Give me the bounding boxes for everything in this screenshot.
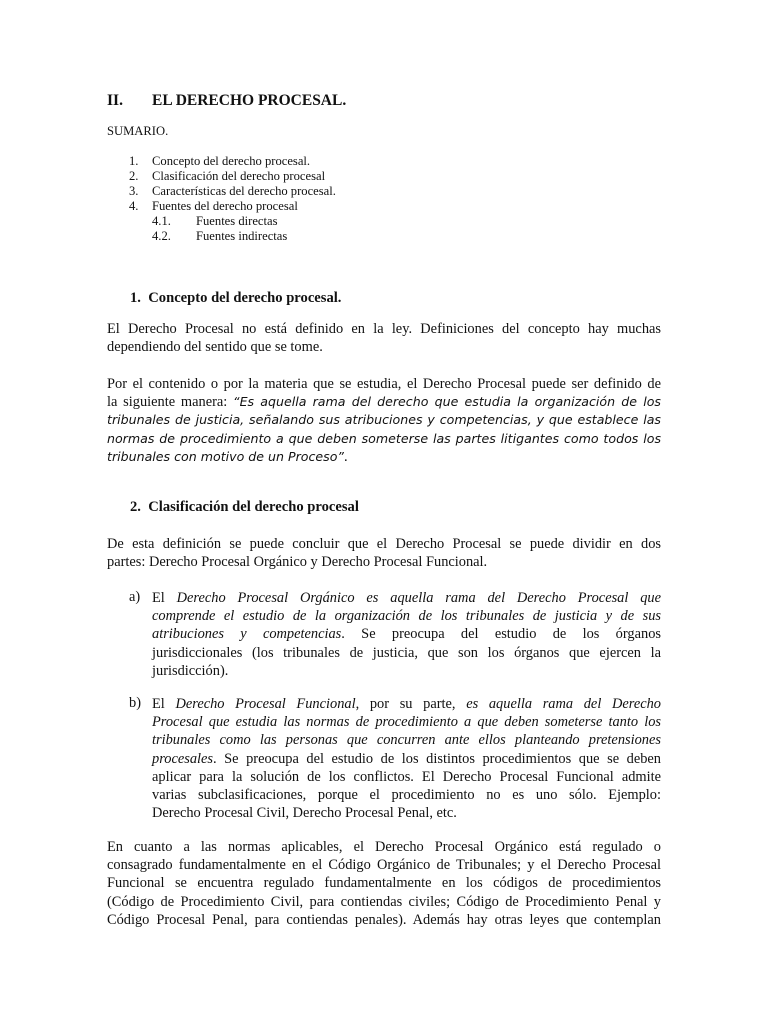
summary-item-number: 4. <box>129 199 139 213</box>
summary-subitem-text: Fuentes indirectas <box>196 229 288 243</box>
paragraph-line: Código Procesal Penal, para contiendas penales). Además hay otras leyes que contemplan <box>107 911 661 928</box>
paragraph-line: Funcional se encuentra regulado fundamentalmente en los códigos de procedimientos <box>107 875 661 892</box>
italic-text: Derecho Procesal Orgánico es aquella rama del Derecho Procesal que <box>176 590 661 606</box>
summary-item-text: Características del derecho procesal. <box>152 184 336 198</box>
plain-text: El <box>152 696 176 712</box>
quote-line: normas de procedimiento a que deben someterse las partes litigantes como todos los <box>107 430 661 446</box>
section-title: EL DERECHO PROCESAL. <box>152 92 347 109</box>
plain-text: , por su parte, <box>355 696 467 712</box>
paragraph-concept <box>107 375 661 466</box>
paragraph-line: aplicar para la solución de los conflictos. El Derecho Procesal Funcional admite <box>152 768 661 785</box>
paragraph-line-mixed <box>107 393 661 411</box>
paragraph-line-mixed <box>107 448 661 466</box>
paragraph-line: varias subclasificaciones, porque el procedimiento no es uno sólo. Ejemplo: <box>152 786 661 803</box>
summary-subitem-text: Fuentes directas <box>196 214 278 228</box>
paragraph-line: Por el contenido o por la materia que se estudia, el Derecho Procesal puede ser definido de <box>107 376 661 392</box>
paragraph-line: partes: Derecho Procesal Orgánico y Derecho Procesal Funcional. <box>107 554 488 571</box>
summary-item-text: Clasificación del derecho procesal <box>152 169 326 183</box>
italic-text: atribuciones y competencias <box>152 626 342 643</box>
paragraph-line: En cuanto a las normas aplicables, el Derecho Procesal Orgánico está regulado o <box>107 839 661 855</box>
paragraph-division <box>107 535 661 571</box>
summary-label: SUMARIO. <box>107 124 169 138</box>
list-marker-b: b) <box>129 695 141 711</box>
summary-item-text: Fuentes del derecho procesal <box>152 199 298 213</box>
list-item-a <box>152 589 661 680</box>
plain-text: . Se preocupa del estudio de los distintos procedimientos que se deben <box>213 750 661 767</box>
plain-text: . Se preocupa del estudio de los órganos <box>341 626 661 643</box>
italic-text: procesales <box>152 750 214 767</box>
quote-text: “Es aquella rama del derecho que estudia la organización de los <box>233 394 661 410</box>
quote-text: tribunales con motivo de un Proceso” <box>107 448 344 464</box>
summary-subitem-number: 4.2. <box>152 229 171 243</box>
paragraph-line: dependiendo del sentido que se tome. <box>107 339 323 356</box>
quote-line: tribunales de justicia, señalando sus atribuciones y competencias, y que establece las <box>107 412 661 428</box>
paragraph-line-mixed <box>152 625 661 643</box>
plain-text: El <box>152 590 177 606</box>
paragraph-line: De esta definición se puede concluir que el Derecho Procesal se puede dividir en dos <box>107 536 661 552</box>
intro-text: la siguiente manera: <box>107 394 234 411</box>
section-1-heading: 1. Concepto del derecho procesal. <box>130 290 342 306</box>
italic-text: es aquella rama del Derecho <box>466 696 661 712</box>
paragraph-line: El Derecho Procesal no está definido en la ley. Definiciones del concepto hay muchas <box>107 321 661 337</box>
paragraph-definition <box>107 320 661 356</box>
italic-text: Derecho Procesal Funcional <box>175 696 356 712</box>
paragraph-line: consagrado fundamentalmente en el Código Orgánico de Tribunales; y el Derecho Procesal <box>107 857 661 874</box>
paragraph-norms <box>107 838 661 929</box>
italic-line: comprende el estudio de la organización de los tribunales de justicia y de sus <box>152 608 661 625</box>
paragraph-line: (Código de Procedimiento Civil, para contiendas civiles; Código de Procedimiento Penal y <box>107 893 661 910</box>
summary-item-number: 2. <box>129 169 139 183</box>
paragraph-line: Derecho Procesal Civil, Derecho Procesal Penal, etc. <box>152 805 457 822</box>
list-marker-a: a) <box>129 589 141 605</box>
list-item-b <box>152 695 661 822</box>
italic-line: Procesal que estudia las normas de procedimiento a que deben someterse tanto los <box>152 714 661 731</box>
summary-item-number: 1. <box>129 154 139 168</box>
summary-item-number: 3. <box>129 184 139 198</box>
summary-item-text: Concepto del derecho procesal. <box>152 154 311 168</box>
period: . <box>343 448 348 465</box>
summary-subitem-number: 4.1. <box>152 214 171 228</box>
section-2-heading: 2. Clasificación del derecho procesal <box>130 499 359 515</box>
paragraph-line-mixed <box>152 695 661 713</box>
section-number: II. <box>107 92 123 109</box>
paragraph-line: jurisdiccionales (los tribunales de justicia, que son los órganos que ejercen la <box>152 644 661 661</box>
paragraph-line: jurisdicción). <box>152 662 229 679</box>
paragraph-line-mixed <box>152 750 661 768</box>
paragraph-line-mixed <box>152 589 661 607</box>
italic-line: tribunales como las personas que concurren ante ellos planteando pretensiones <box>152 732 661 749</box>
